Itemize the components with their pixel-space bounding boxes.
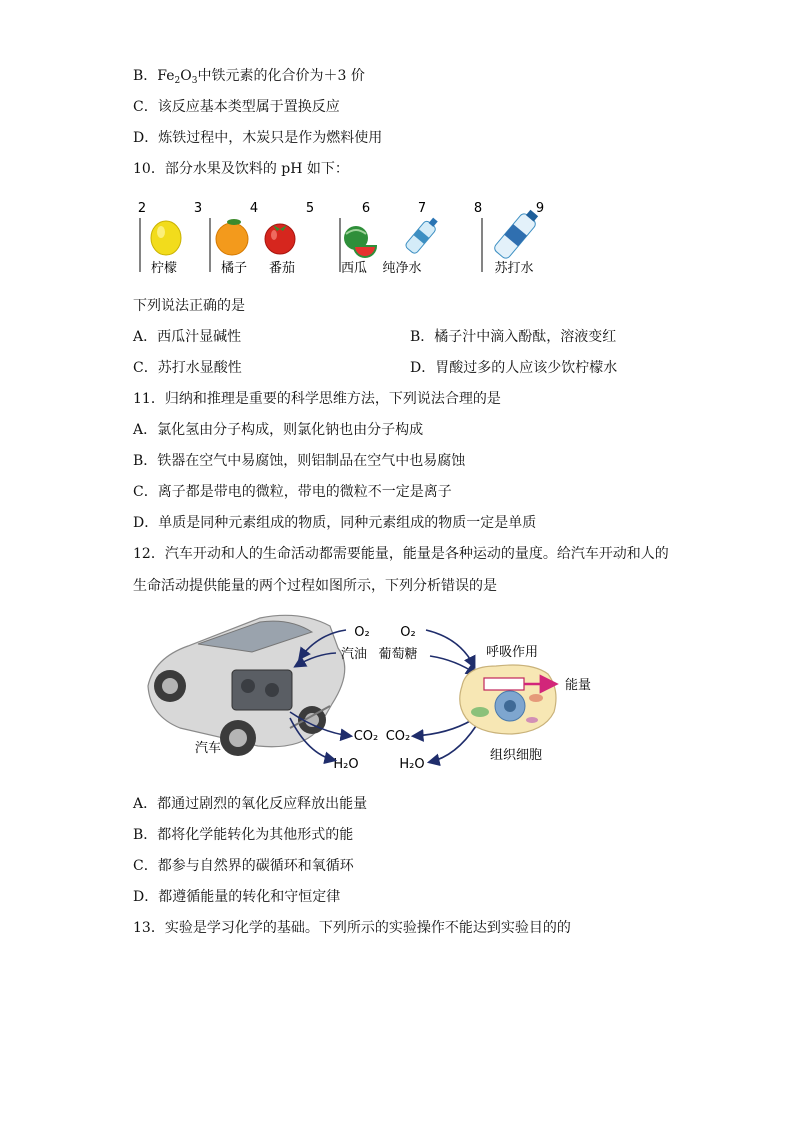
ph-tick: 6 [361,201,371,216]
energy-figure [140,608,610,780]
cell-illustration [460,665,556,734]
ph-tick: 9 [535,201,545,216]
item-label: 番茄 [268,261,296,276]
ph-tick: 2 [137,201,147,216]
ph-tick: 3 [193,201,203,216]
glucose-label: 葡萄糖 [378,647,418,662]
orange-icon [216,219,248,255]
q11-option-d: D．单质是同种元素组成的物质，同种元素组成的物质一定是单质 [133,515,537,531]
q12-option-d: D．都遵循能量的转化和守恒定律 [133,889,341,905]
q11-stem: 11．归纳和推理是重要的科学思维方法，下列说法合理的是 [133,391,501,407]
q12-option-b: B．都将化学能转化为其他形式的能 [133,827,354,843]
soda-bottle-icon [493,207,541,260]
h2o-right-label: H₂O [399,757,425,772]
ph-tick: 4 [249,201,259,216]
q10-option-b: B．橘子汁中滴入酚酞，溶液变红 [410,329,617,345]
q9-option-d: D．炼铁过程中，木炭只是作为燃料使用 [133,130,383,146]
item-label: 苏打水 [494,261,534,276]
respiration-label: 呼吸作用 [485,645,539,660]
q10-prompt: 下列说法正确的是 [133,298,245,314]
q11-option-c: C．离子都是带电的微粒，带电的微粒不一定是离子 [133,484,452,500]
q11-option-b: B．铁器在空气中易腐蚀，则铝制品在空气中也易腐蚀 [133,453,466,469]
o2-left-label: O₂ [354,625,370,640]
energy-label: 能量 [564,678,592,693]
item-label: 西瓜 [340,261,368,276]
q12-stem-line1: 12．汽车开动和人的生命活动都需要能量，能量是各种运动的量度。给汽车开动和人的 [133,546,669,562]
q12-option-c: C．都参与自然界的碳循环和氧循环 [133,858,354,874]
q13-stem: 13．实验是学习化学的基础。下列所示的实验操作不能达到实验目的的 [133,920,571,936]
q10-option-c: C．苏打水显酸性 [133,360,242,376]
q11-option-a: A．氯化氢由分子构成，则氯化钠也由分子构成 [133,422,424,438]
co2-right-label: CO₂ [385,729,411,744]
car-illustration [148,615,345,756]
q9-option-c: C．该反应基本类型属于置换反应 [133,99,340,115]
q12-stem-line2: 生命活动提供能量的两个过程如图所示，下列分析错误的是 [133,578,497,594]
q12-option-a: A．都通过剧烈的氧化反应释放出能量 [133,796,368,812]
q10-option-d: D．胃酸过多的人应该少饮柠檬水 [410,360,618,376]
item-label: 纯净水 [382,261,422,276]
item-label: 柠檬 [150,261,178,276]
lemon-icon [151,221,181,255]
q10-stem: 10．部分水果及饮料的 pH 如下： [133,161,349,177]
gasoline-label: 汽油 [340,647,368,662]
q10-option-a: A．西瓜汁显碱性 [133,329,242,345]
cell-label: 组织细胞 [489,748,543,763]
co2-left-label: CO₂ [353,729,379,744]
ph-tick: 7 [417,201,427,216]
o2-right-label: O₂ [400,625,416,640]
ph-tick: 8 [473,201,483,216]
watermelon-icon [344,226,376,257]
water-bottle-icon [404,215,440,255]
h2o-left-label: H₂O [333,757,359,772]
ph-tick: 5 [305,201,315,216]
q9-option-b: B．$Fe_2O_3$中铁元素的化合价为＋3 价 [133,68,365,86]
item-label: 橘子 [220,261,248,276]
car-label: 汽车 [194,741,222,756]
tomato-icon [265,224,295,254]
ph-scale-figure [130,196,560,282]
